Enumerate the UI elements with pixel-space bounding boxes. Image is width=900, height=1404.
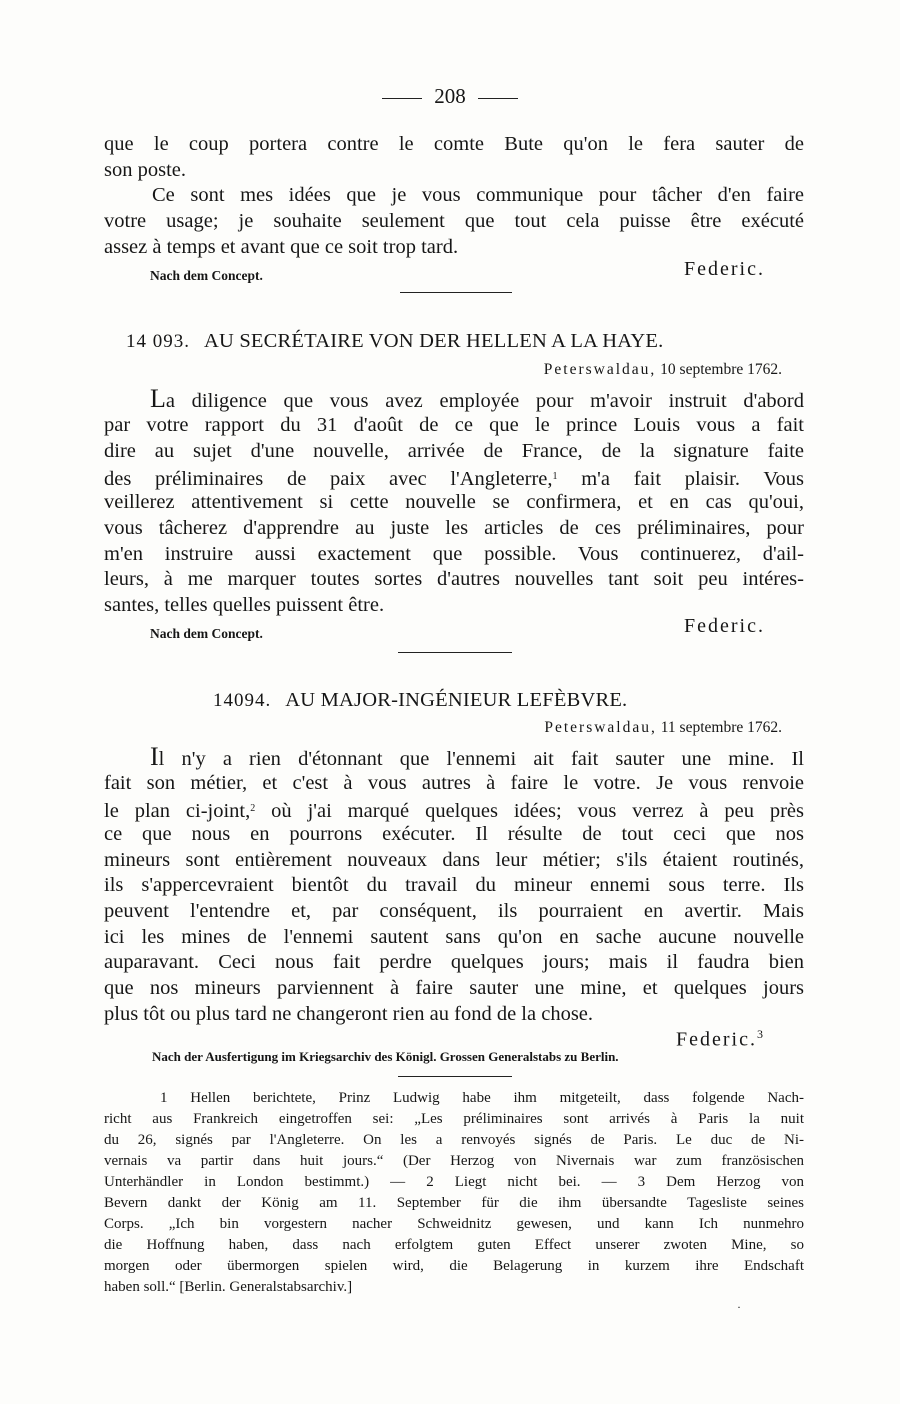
- letter-date: 10 septembre 1762.: [660, 361, 782, 378]
- letter-14093-line: dire au sujet d'une nouvelle, arrivée de France, de la signature faite: [104, 440, 804, 462]
- letter-title: AU MAJOR-INGÉNIEUR LEFÈBVRE.: [285, 689, 628, 711]
- footnote-line: vernais va partir dans huit jours.“ (Der Herzog von Nivernais war zum französischen: [104, 1153, 804, 1169]
- letter-title: AU SECRÉTAIRE VON DER HELLEN A LA HAYE.: [204, 330, 664, 352]
- letter-14094-line: fait son métier, et c'est à vous autres à faire le votre. Je vous renvoie: [104, 772, 804, 794]
- letter-14094-signature: [676, 1027, 763, 1052]
- letter-number: 14 093.: [126, 331, 190, 352]
- footnote-line: haben soll.“ [Berlin. Generalstabsarchiv.]: [104, 1279, 353, 1295]
- footnote-line: morgen oder übermorgen spielen wird, die Belagerung in kurzem ihre Endschaft: [104, 1258, 804, 1274]
- letter-14094-line: peuvent l'entendre et, par conséquent, ils pourraient en avertir. Mais: [104, 900, 804, 922]
- opening-source-note: Nach dem Concept.: [150, 268, 263, 283]
- line-text: le plan ci-joint,: [104, 800, 251, 822]
- footnote-line: Bevern dankt der König am 11. September für die ihm übersandte Tagesliste seines: [104, 1195, 804, 1211]
- page-number-dash-left: [382, 98, 422, 99]
- footnote-line: 1 Hellen berichtete, Prinz Ludwig habe ihm mitgeteilt, dass folgende Nach-: [160, 1090, 804, 1106]
- opening-signature: Federic.: [684, 258, 765, 280]
- letter-14094-line: ici les mines de l'ennemi sautent sans qu'on en sache aucune nouvelle: [104, 926, 804, 948]
- section-divider: [398, 652, 512, 653]
- signature-text: Federic.: [676, 1028, 757, 1051]
- letter-heading-14093: [126, 330, 663, 353]
- letter-14093-source-note: Nach dem Concept.: [150, 626, 263, 641]
- page-number-dash-right: [478, 98, 518, 99]
- page-number-text: 208: [434, 84, 466, 108]
- opening-line: que le coup portera contre le comte Bute qu'on le fera sauter de: [104, 133, 804, 155]
- drop-initial: I: [150, 742, 159, 771]
- opening-line: Ce sont mes idées que je vous communique pour tâcher d'en faire: [152, 184, 804, 206]
- letter-number: 14094.: [213, 690, 272, 711]
- letter-14093-line: [104, 464, 804, 492]
- letter-14094-line: que nos mineurs parviennent à faire sauter une mine, et quelques jours: [104, 977, 804, 999]
- footnote-line: du 26, signés par l'Angleterre. On les a renvoyés signés de Paris. Le duc de Ni-: [104, 1132, 804, 1148]
- letter-14094-line: ils s'appercevraient bientôt du travail du mineur ennemi sous terre. Ils: [104, 874, 804, 896]
- drop-initial: L: [150, 384, 166, 413]
- section-divider: [400, 292, 512, 293]
- footnote-line: die Hoffnung haben, dass nach erfolgtem guten Effect unserer zwoten Mine, so: [104, 1237, 804, 1253]
- letter-date: 11 septembre 1762.: [660, 719, 782, 736]
- footnote-line: Corps. „Ich bin vorgestern nacher Schweidnitz gewesen, und kann Ich nunmehro: [104, 1216, 804, 1232]
- opening-line: votre usage; je souhaite seulement que tout cela puisse être exécuté: [104, 210, 804, 232]
- letter-14093-line: leurs, à me marquer toutes sortes d'autres nouvelles tant soit peu intéres-: [104, 568, 804, 590]
- footnote-mark-2: 2: [250, 803, 256, 814]
- opening-line: assez à temps et avant que ce soit trop tard.: [104, 236, 459, 258]
- footnote-divider: [398, 1076, 512, 1077]
- letter-14094-line: [150, 744, 804, 772]
- print-speck: ·: [737, 1300, 741, 1314]
- letter-14093-line: vous tâcherez d'apprendre au juste les articles de ces préliminaires, pour: [104, 517, 804, 539]
- opening-line: son poste.: [104, 159, 186, 181]
- footnote-line: richt aus Frankreich eingetroffen sei: „Les préliminaires sont arrivés à Paris la nuit: [104, 1111, 804, 1127]
- letter-14094-line: auparavant. Ceci nous fait perdre quelques jours; mais il faudra bien: [104, 951, 804, 973]
- letter-heading-14094: [213, 689, 627, 712]
- footnote-line: Unterhändler in London bestimmt.) — 2 Liegt nicht bei. — 3 Dem Herzog von: [104, 1174, 804, 1190]
- letter-14093-line: m'en instruire aussi exactement que possible. Vous continuerez, d'ail-: [104, 543, 804, 565]
- footnote-mark-3: 3: [756, 1027, 763, 1041]
- line-text: des préliminaires de paix avec l'Angleterre,: [104, 468, 553, 490]
- letter-14094-line: mineurs sont entièrement nouveaux dans leur métier; s'ils étaient routinés,: [104, 849, 804, 871]
- line-text: l n'y a rien d'étonnant que l'ennemi ait fait sauter une mine. Il: [158, 748, 804, 770]
- letter-14094-source-note: Nach der Ausfertigung im Kriegsarchiv des Königl. Grossen Generalstabs zu Berlin.: [152, 1049, 619, 1064]
- letter-dateline: [544, 361, 782, 379]
- letter-dateline: [544, 719, 782, 737]
- letter-14094-line: ce que nous en pourrons exécuter. Il résulte de tout ceci que nos: [104, 823, 804, 845]
- letter-14093-line: [150, 386, 804, 414]
- letter-14093-line: santes, telles quelles puissent être.: [104, 594, 385, 616]
- page-number: [0, 84, 900, 109]
- footnote-mark-1: 1: [552, 471, 558, 482]
- letter-place: Peterswaldau,: [543, 361, 657, 378]
- letter-14093-signature: Federic.: [684, 615, 765, 637]
- letter-place: Peterswaldau,: [544, 719, 657, 736]
- letter-14093-line: par votre rapport du 31 d'août de ce que le prince Louis vous a fait: [104, 414, 804, 436]
- line-text: m'a fait plaisir. Vous: [581, 468, 804, 490]
- line-text: où j'ai marqué quelques idées; vous verrez à peu près: [271, 800, 805, 822]
- letter-14094-line: plus tôt ou plus tard ne changeront rien au fond de la chose.: [104, 1003, 594, 1025]
- line-text: a diligence que vous avez employée pour m'avoir instruit d'abord: [165, 390, 804, 412]
- letter-14093-line: veillerez attentivement si cette nouvelle se confirmera, et en cas qu'oui,: [104, 491, 804, 513]
- letter-14094-line: [104, 796, 804, 824]
